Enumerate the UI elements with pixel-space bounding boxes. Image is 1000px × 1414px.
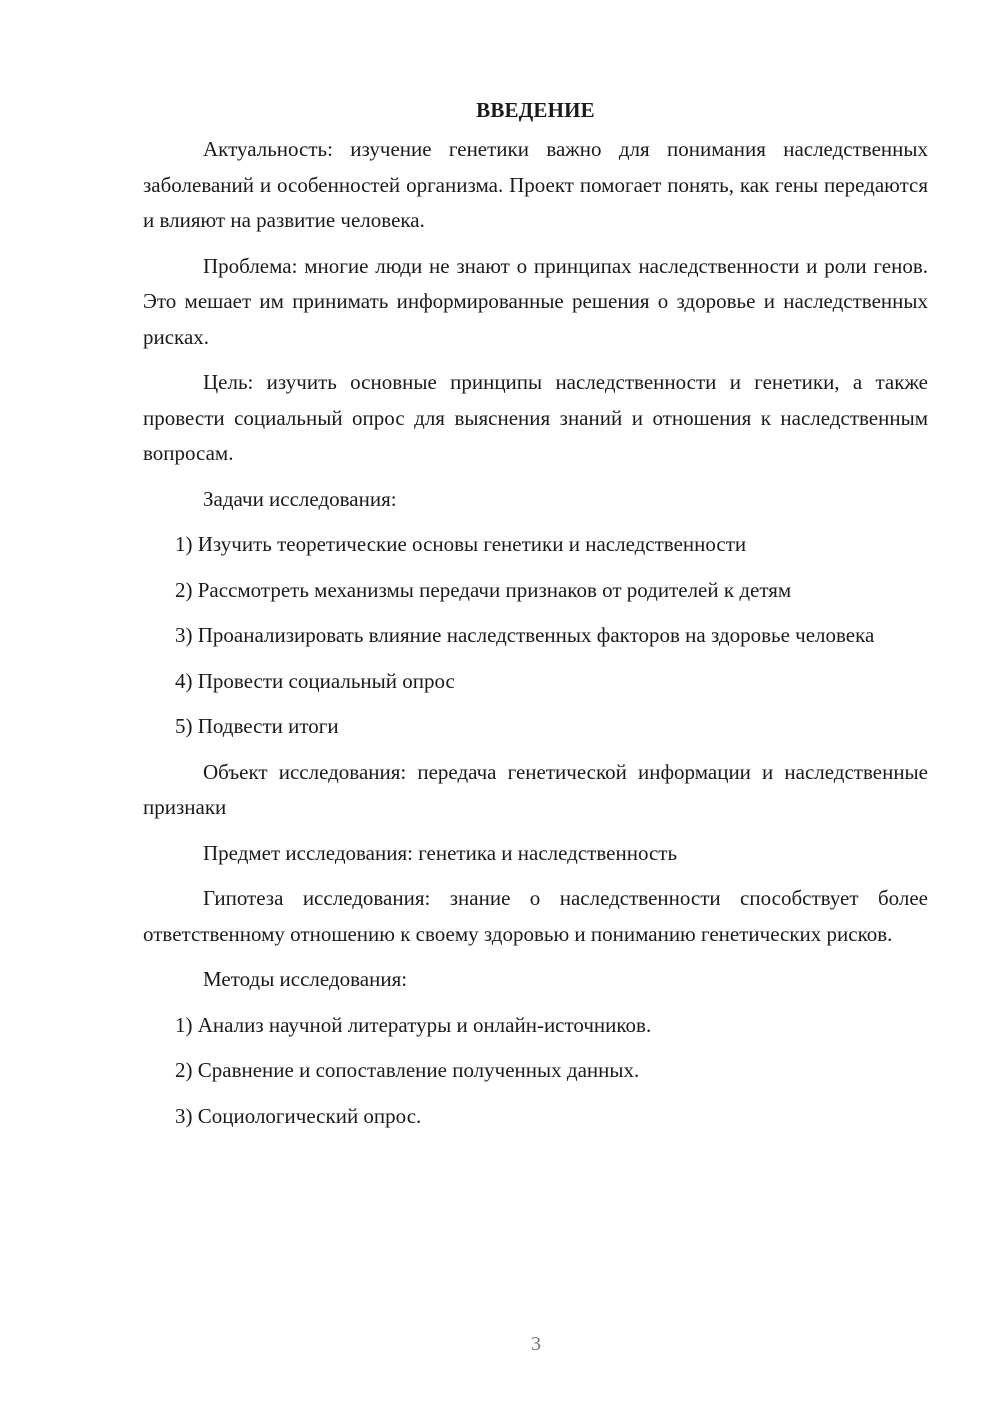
paragraph-relevance: Актуальность: изучение генетики важно для понимания наследственных заболеваний и особенностей организма. Проект помогает понять, как гены передаются и влияют на развитие человека.: [143, 137, 928, 232]
task-item-4: 4) Провести социальный опрос: [175, 668, 455, 693]
method-item-2: 2) Сравнение и сопоставление полученных данных.: [175, 1058, 640, 1082]
paragraph-object: Объект исследования: передача генетической информации и наследственные признаки: [143, 759, 928, 819]
task-item-5: 5) Подвести итоги: [175, 714, 339, 738]
method-item-3: 3) Социологический опрос.: [175, 1103, 422, 1128]
task-item-2: 2) Рассмотреть механизмы передачи признаков от родителей к детям: [175, 577, 792, 602]
paragraph-hypothesis: Гипотеза исследования: знание о наследственности способствует более ответственному отношению к своему здоровью и пониманию генетических рисков.: [143, 886, 928, 946]
paragraph-problem: Проблема: многие люди не знают о принципах наследственности и роли генов. Это мешает им принимать информированные решения о здоровье и наследственных рисках.: [143, 253, 928, 349]
task-item-1: 1) Изучить теоретические основы генетики и наследственности: [175, 532, 747, 556]
method-item-1: 1) Анализ научной литературы и онлайн-источников.: [175, 1012, 652, 1037]
task-item-3: 3) Проанализировать влияние наследственных факторов на здоровье человека: [175, 623, 875, 647]
section-title: ВВЕДЕНИЕ: [476, 98, 595, 122]
document-page: [143, 92, 928, 1144]
paragraph-subject: Предмет исследования: генетика и наследственность: [203, 840, 678, 865]
paragraph-methods-heading: Методы исследования:: [203, 967, 408, 991]
page-number: 3: [531, 1333, 541, 1355]
paragraph-tasks-heading: Задачи исследования:: [203, 486, 397, 511]
paragraph-goal: Цель: изучить основные принципы наследственности и генетики, а также провести социальный опрос для выяснения знаний и отношения к наследственным вопросам.: [143, 370, 928, 465]
